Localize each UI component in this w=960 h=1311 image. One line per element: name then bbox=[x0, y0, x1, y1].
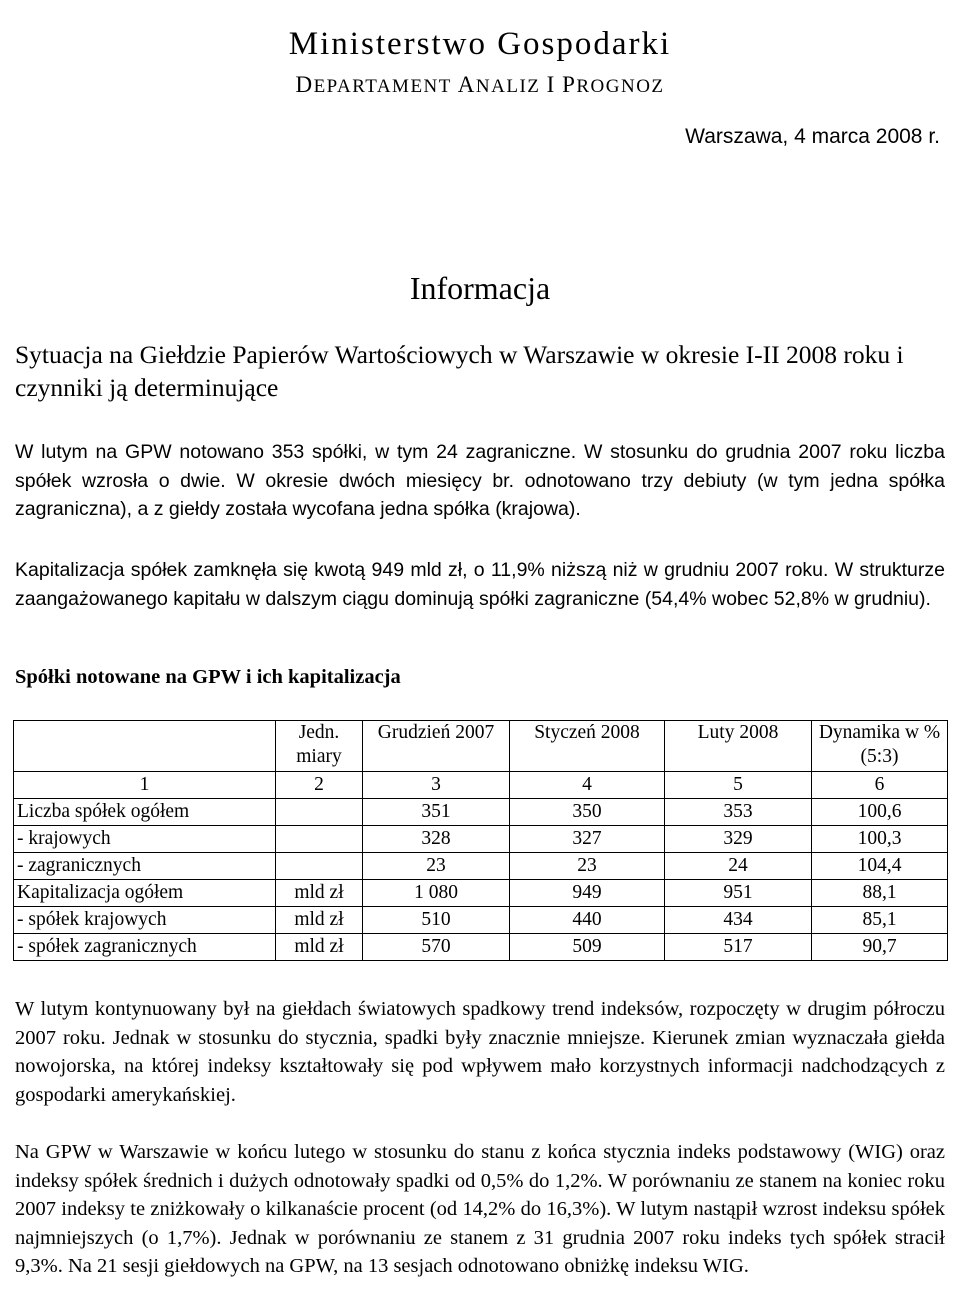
table-row bbox=[14, 799, 948, 826]
row-label: - spółek krajowych bbox=[14, 907, 276, 934]
row-value: 351 bbox=[363, 799, 510, 826]
row-value: 570 bbox=[363, 934, 510, 961]
row-value: 328 bbox=[363, 826, 510, 853]
header-cell: Grudzień 2007 bbox=[363, 721, 510, 772]
row-unit: mld zł bbox=[276, 934, 363, 961]
document-date: Warszawa, 4 marca 2008 r. bbox=[685, 125, 940, 148]
header-cell: Dynamika w % (5:3) bbox=[812, 721, 948, 772]
header-cell bbox=[14, 721, 276, 772]
row-value: 23 bbox=[363, 853, 510, 880]
row-label: - krajowych bbox=[14, 826, 276, 853]
row-value: 100,6 bbox=[812, 799, 948, 826]
number-cell: 6 bbox=[812, 772, 948, 799]
row-label: Liczba spółek ogółem bbox=[14, 799, 276, 826]
table-header-row bbox=[14, 721, 948, 772]
header-cell: Styczeń 2008 bbox=[510, 721, 665, 772]
table-row bbox=[14, 934, 948, 961]
number-cell: 1 bbox=[14, 772, 276, 799]
row-unit bbox=[276, 826, 363, 853]
row-value: 23 bbox=[510, 853, 665, 880]
row-value: 329 bbox=[665, 826, 812, 853]
table-row bbox=[14, 826, 948, 853]
document-title: Informacja bbox=[409, 270, 551, 306]
row-value: 440 bbox=[510, 907, 665, 934]
row-unit bbox=[276, 853, 363, 880]
row-unit: mld zł bbox=[276, 880, 363, 907]
department-name bbox=[0, 72, 960, 98]
row-value: 949 bbox=[510, 880, 665, 907]
number-cell: 4 bbox=[510, 772, 665, 799]
companies-table bbox=[13, 720, 948, 961]
row-label: - spółek zagranicznych bbox=[14, 934, 276, 961]
ministry-name: Ministerstwo Gospodarki bbox=[288, 26, 672, 62]
row-value: 104,4 bbox=[812, 853, 948, 880]
row-label: - zagranicznych bbox=[14, 853, 276, 880]
document-subtitle: Sytuacja na Giełdzie Papierów Wartościowych w Warszawie w okresie I-II 2008 roku i czynniki ją determinujące bbox=[15, 340, 904, 402]
number-cell: 2 bbox=[276, 772, 363, 799]
paragraph-companies: W lutym na GPW notowano 353 spółki, w tym 24 zagraniczne. W stosunku do grudnia 2007 roku liczba spółek wzrosła o dwie. W okresie dwóch miesięcy br. odnotowano trzy debiuty (w tym jedna spółka zagraniczna), a z giełdy została wycofana jedna spółka (krajowa). bbox=[15, 441, 945, 520]
row-label: Kapitalizacja ogółem bbox=[14, 880, 276, 907]
paragraph-gpw-indices: Na GPW w Warszawie w końcu lutego w stosunku do stanu z końca stycznia indeks podstawowy (WIG) oraz indeksy spółek średnich i dużych odnotowały spadki od 0,5% do 1,2%. W porównaniu ze stanem na koniec roku 2007 indeksy te zniżkowały o kilkanaście procent (od 14,2% do 16,3%). W lutym nastąpił wzrost indeksu spółek najmniejszych (o 1,7%). Jednak w porównaniu ze stanem z 31 grudnia 2007 roku indeks tych spółek stracił 9,3%. Na 21 sesji giełdowych na GPW, na 13 sesjach odnotowano obniżkę indeksu WIG. bbox=[15, 1141, 945, 1277]
row-value: 88,1 bbox=[812, 880, 948, 907]
row-value: 951 bbox=[665, 880, 812, 907]
row-value: 350 bbox=[510, 799, 665, 826]
row-value: 90,7 bbox=[812, 934, 948, 961]
row-value: 509 bbox=[510, 934, 665, 961]
row-value: 1 080 bbox=[363, 880, 510, 907]
row-value: 327 bbox=[510, 826, 665, 853]
number-cell: 5 bbox=[665, 772, 812, 799]
row-value: 517 bbox=[665, 934, 812, 961]
paragraph-capitalization: Kapitalizacja spółek zamknęła się kwotą 949 mld zł, o 11,9% niższą niż w grudniu 2007 roku. W strukturze zaangażowanego kapitału w dalszym ciągu dominują spółki zagraniczne (54,4% wobec 52,8% w grudniu). bbox=[15, 559, 945, 610]
header-cell: Luty 2008 bbox=[665, 721, 812, 772]
table-row bbox=[14, 853, 948, 880]
table-number-row bbox=[14, 772, 948, 799]
row-value: 434 bbox=[665, 907, 812, 934]
number-cell: 3 bbox=[363, 772, 510, 799]
row-value: 353 bbox=[665, 799, 812, 826]
row-value: 100,3 bbox=[812, 826, 948, 853]
table-row bbox=[14, 907, 948, 934]
row-value: 24 bbox=[665, 853, 812, 880]
table-row bbox=[14, 880, 948, 907]
department-text: DEPARTAMENT ANALIZ I PROGNOZ bbox=[295, 72, 665, 97]
paragraph-world-markets: W lutym kontynuowany był na giełdach światowych spadkowy trend indeksów, rozpoczęty w drugim półroczu 2007 roku. Jednak w stosunku do stycznia, spadki były znacznie mniejsze. Kierunek zmian wyznaczała giełda nowojorska, na której indeksy kształtowały się pod wpływem mało korzystnych informacji nadchodzących z gospodarki amerykańskiej. bbox=[15, 998, 945, 1106]
table-heading: Spółki notowane na GPW i ich kapitalizacja bbox=[15, 666, 401, 688]
header-cell: Jedn. miary bbox=[276, 721, 363, 772]
row-unit: mld zł bbox=[276, 907, 363, 934]
row-unit bbox=[276, 799, 363, 826]
row-value: 510 bbox=[363, 907, 510, 934]
row-value: 85,1 bbox=[812, 907, 948, 934]
